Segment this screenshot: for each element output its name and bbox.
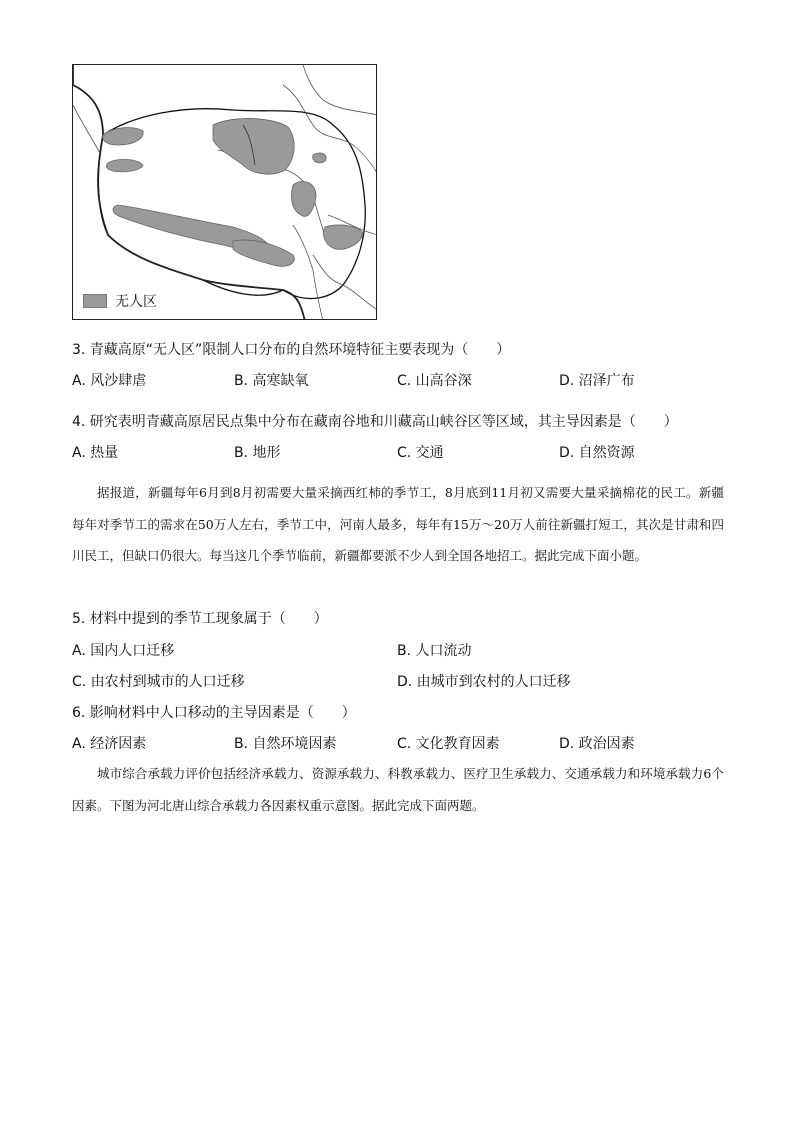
- passage-1-text: 据报道，新疆每年6月到8月初需要大量采摘西红柿的季节工，8月底到11月初又需要大量采摘棉花的民工。新疆每年对季节工的需求在50万人左右，季节工中，河南人最多，每年有15万～20万人前往新疆打短工，其次是甘肃和四川民工，但缺口仍很大。每当这几个季节临前，新疆都要派不少人到全国各地招工。据此完成下面小题。: [72, 485, 724, 563]
- question-5-stem: 5. 材料中提到的季节工现象属于（ ）: [72, 611, 328, 627]
- q5-option-b[interactable]: B. 人口流动: [397, 643, 472, 659]
- q4-option-a[interactable]: A. 热量: [72, 445, 119, 461]
- passage-city-capacity: [72, 758, 724, 821]
- q4-option-b[interactable]: B. 地形: [234, 445, 281, 461]
- passage-seasonal-workers: [72, 477, 724, 572]
- q4-option-d[interactable]: D. 自然资源: [559, 445, 635, 461]
- q3-option-d[interactable]: D. 沼泽广布: [559, 373, 635, 389]
- q5-option-d[interactable]: D. 由城市到农村的人口迁移: [397, 674, 571, 690]
- q4-option-c[interactable]: C. 交通: [397, 445, 444, 461]
- tibet-no-man-zone-map: [72, 64, 377, 320]
- map-drawing: [73, 65, 377, 320]
- q5-option-a[interactable]: A. 国内人口迁移: [72, 643, 175, 659]
- q6-option-b[interactable]: B. 自然环境因素: [234, 736, 337, 752]
- q3-option-b[interactable]: B. 高寒缺氧: [234, 373, 309, 389]
- map-legend: [83, 291, 157, 311]
- question-3-stem: 3. 青藏高原“无人区”限制人口分布的自然环境特征主要表现为（ ）: [72, 342, 511, 358]
- q6-option-c[interactable]: C. 文化教育因素: [397, 736, 500, 752]
- no-man-zone: [213, 118, 294, 174]
- question-4-stem: 4. 研究表明青藏高原居民点集中分布在藏南谷地和川藏高山峡谷区等区域，其主导因素是（ ）: [72, 414, 678, 430]
- q3-option-a[interactable]: A. 风沙肆虐: [72, 373, 147, 389]
- q3-option-c[interactable]: C. 山高谷深: [397, 373, 472, 389]
- q5-option-c[interactable]: C. 由农村到城市的人口迁移: [72, 674, 245, 690]
- passage-2-text: 城市综合承载力评价包括经济承载力、资源承载力、科教承载力、医疗卫生承载力、交通承载力和环境承载力6个因素。下图为河北唐山综合承载力各因素权重示意图。据此完成下面两题。: [72, 766, 724, 813]
- no-man-zone-swatch: [83, 294, 107, 308]
- legend-label: 无人区: [115, 294, 157, 310]
- q6-option-d[interactable]: D. 政治因素: [559, 736, 635, 752]
- question-6-stem: 6. 影响材料中人口移动的主导因素是（ ）: [72, 705, 356, 721]
- q6-option-a[interactable]: A. 经济因素: [72, 736, 147, 752]
